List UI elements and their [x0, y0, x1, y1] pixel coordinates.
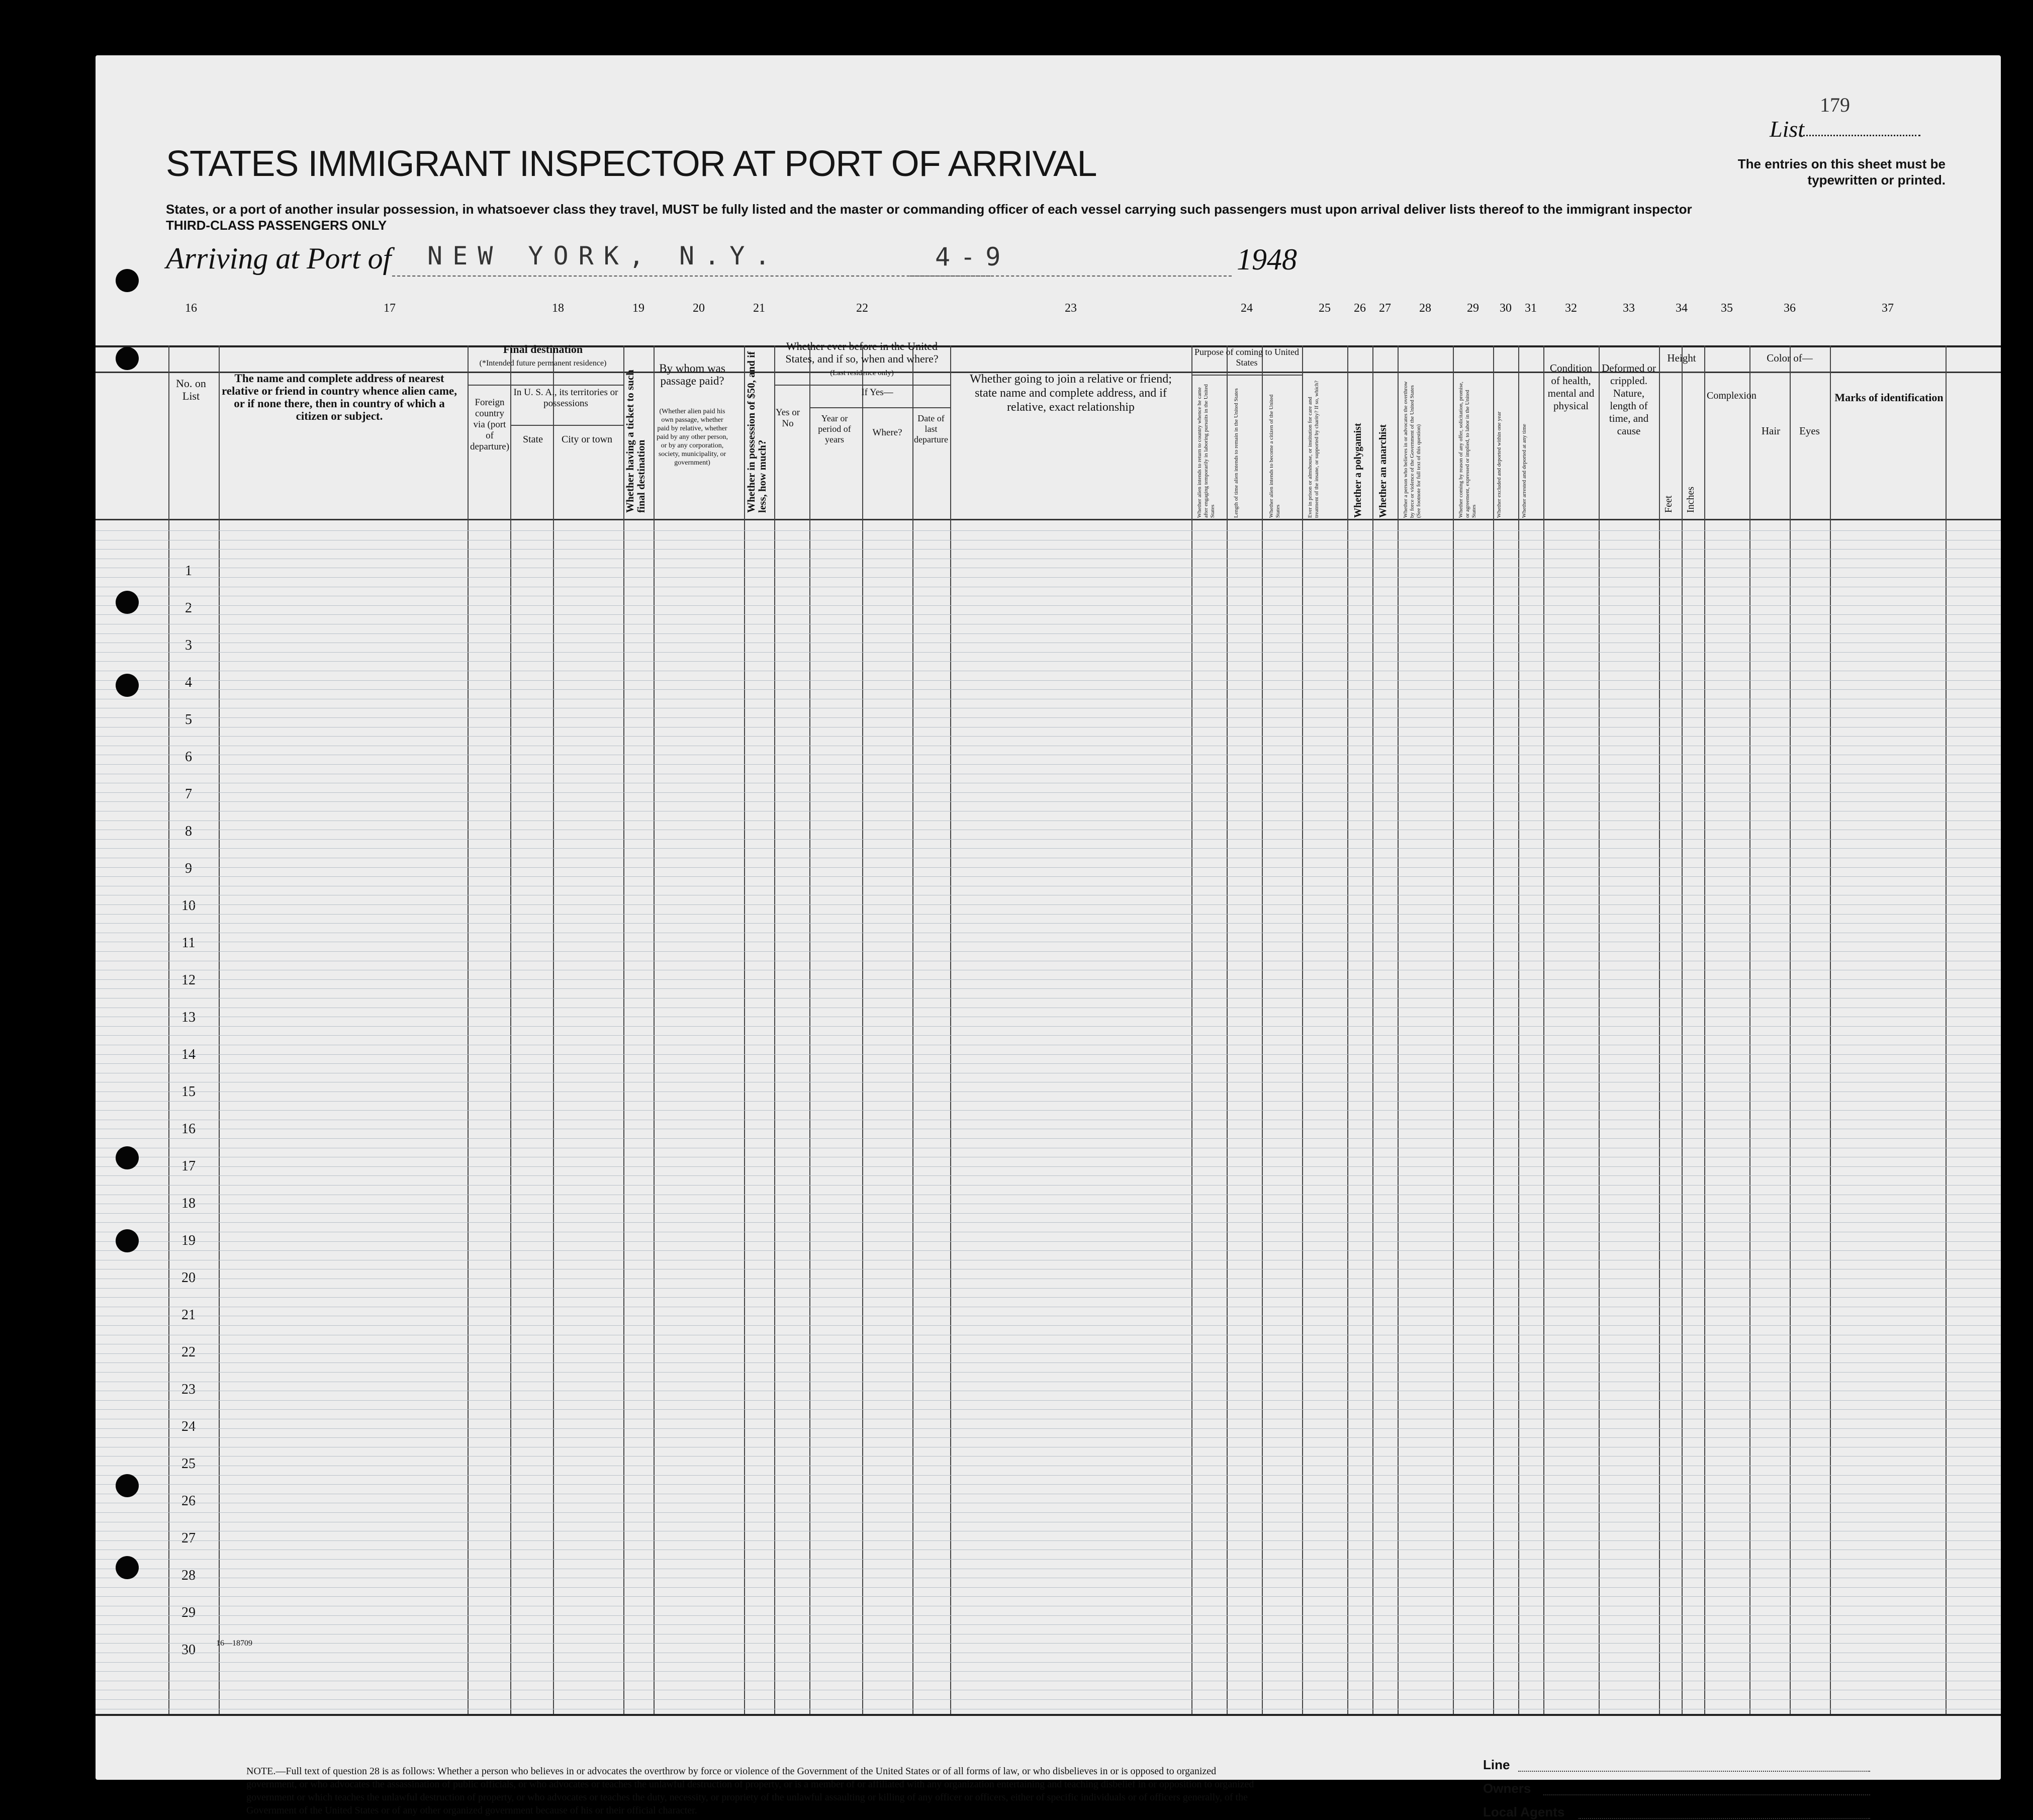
ruled-line	[96, 792, 2001, 793]
ruled-line	[96, 577, 2001, 578]
colnum-17: 17	[384, 302, 396, 315]
header-ticket: Whether having a ticket to such final destination	[624, 370, 647, 513]
row-number: 30	[181, 1642, 196, 1658]
column-line	[744, 345, 745, 1714]
row-number: 25	[181, 1456, 196, 1472]
column-line	[1398, 345, 1399, 1714]
ruled-line	[96, 1559, 2001, 1560]
subheader-line	[1749, 372, 1830, 373]
ruled-line	[96, 1409, 2001, 1410]
header-where: Where?	[872, 427, 902, 438]
row-number: 23	[181, 1382, 196, 1397]
entries-note: The entries on this sheet must be typewritten or printed.	[1737, 156, 1946, 188]
colnum-20: 20	[693, 302, 705, 315]
column-line	[1347, 345, 1348, 1714]
row-number: 16	[181, 1121, 196, 1137]
header-yes-or-no: Yes or No	[775, 407, 800, 429]
column-line	[1227, 345, 1228, 1714]
date-line	[910, 276, 1232, 277]
ruled-line	[96, 605, 2001, 606]
colnum-33: 33	[1623, 302, 1635, 315]
ruled-line	[96, 876, 2001, 877]
ruled-line	[96, 1512, 2001, 1513]
ruled-line	[96, 1699, 2001, 1700]
subheader-line	[809, 407, 950, 408]
row-number: 3	[185, 638, 192, 653]
column-line	[1659, 345, 1660, 1714]
header-purpose: Purpose of coming to United States	[1194, 347, 1299, 368]
colnum-22: 22	[856, 302, 868, 315]
binder-hole	[116, 269, 139, 292]
header-by-whom: By whom was passage paid?	[659, 362, 725, 387]
form-title: STATES IMMIGRANT INSPECTOR AT PORT OF ARRIVAL	[166, 144, 1097, 184]
header-deformed: Deformed or crippled. Nature, length of time, and cause	[1602, 362, 1656, 437]
footnote-q28: NOTE.—Full text of question 28 is as follows: Whether a person who believes in or advocates the overthrow by force or violence of the Government of the United States or of all forms of law, or who disbelieves in or is opposed to organized government, or who advocates the assassination of public officials, or who advocates or teaches the unlawful destruction of property, or is a member of or affiliated with any organization entertaining and teaching disbelief in or opposition to organized government or which teaches the unlawful destruction of property, or who advocates or teaches the duty, necessity, or propriety of the unlawful assaulting or killing of any officer or officers, either of specific individuals or of officers generally, of the Government of the United States or of any other organized government because of his or their official character.	[246, 1766, 1254, 1816]
header-color-of: Color of—	[1767, 352, 1813, 364]
row-number: 21	[181, 1307, 196, 1323]
ruled-line	[96, 1026, 2001, 1027]
header-nearest-relative: The name and complete address of nearest relative or friend in country whence alien came, or if none there, then in country of which a citizen or subject.	[221, 372, 457, 422]
column-line	[1453, 345, 1454, 1714]
row-number: 9	[185, 861, 192, 876]
column-line	[1302, 345, 1303, 1714]
ruled-line	[96, 848, 2001, 849]
header-q28: Whether a person who believes in or advocates the overthrow by force or violence of the Government of the United States (See footnote for full text of this question)	[1403, 381, 1422, 518]
ruled-line	[96, 1288, 2001, 1289]
header-state: State	[523, 434, 543, 445]
line-line	[1518, 1771, 1870, 1772]
column-line	[1946, 345, 1947, 1714]
column-line	[1518, 345, 1519, 1714]
ruled-line	[96, 1428, 2001, 1429]
row-number: 27	[181, 1530, 196, 1546]
column-line	[553, 345, 554, 1714]
colnum-31: 31	[1525, 302, 1537, 315]
year-value: 1948	[1237, 243, 1297, 276]
owners-label: Owners	[1483, 1781, 1531, 1796]
row-number: 29	[181, 1605, 196, 1620]
row-number: 26	[181, 1493, 196, 1509]
column-line	[1704, 345, 1705, 1714]
column-line	[1191, 345, 1192, 1714]
row-number: 10	[181, 898, 196, 914]
column-line	[468, 345, 469, 1714]
row-number: 12	[181, 972, 196, 988]
header-feet: Feet	[1663, 495, 1674, 513]
ruled-line	[96, 1063, 2001, 1064]
header-hair: Hair	[1761, 425, 1781, 437]
header-if-yes: If Yes—	[861, 387, 893, 398]
header-in-usa: In U. S. A., its territories or possessions	[513, 387, 618, 409]
colnum-32: 32	[1565, 302, 1577, 315]
header-foreign-country: Foreign country via (port of departure)	[470, 397, 510, 452]
header-polygamist: Whether a polygamist	[1352, 423, 1363, 518]
class-label: THIRD-CLASS PASSENGERS ONLY	[166, 218, 387, 233]
colnum-19: 19	[632, 302, 644, 315]
ruled-line	[96, 717, 2001, 718]
ruled-line	[96, 1475, 2001, 1476]
ruled-line	[96, 1110, 2001, 1111]
manifest-table	[96, 290, 2001, 1665]
agents-line	[1579, 1818, 1870, 1819]
row-number: 1	[185, 563, 192, 579]
binder-hole	[116, 674, 139, 697]
ruled-line	[96, 867, 2001, 868]
port-line	[392, 276, 990, 277]
binder-hole	[116, 1146, 139, 1169]
column-line	[654, 345, 655, 1714]
ruled-line	[96, 951, 2001, 952]
ruled-line	[96, 1091, 2001, 1092]
row-number: 22	[181, 1344, 196, 1360]
column-line	[219, 345, 220, 1714]
header-inches: Inches	[1685, 486, 1696, 513]
date-value: 4-9	[935, 242, 1011, 271]
row-number: 11	[181, 935, 196, 951]
header-city: City or town	[561, 434, 613, 445]
ruled-line	[96, 904, 2001, 905]
colnum-28: 28	[1419, 302, 1431, 315]
header-by-whom-note: (Whether alien paid his own passage, whether paid by relative, whether paid by any other person, or by any corporation, society, municipality, or government)	[657, 408, 728, 467]
header-final-destination: Final destination	[503, 343, 583, 355]
list-number-line	[1800, 135, 1920, 136]
colnum-16: 16	[185, 302, 197, 315]
ruled-line	[96, 1185, 2001, 1186]
ruled-line	[96, 979, 2001, 980]
ruled-line	[96, 1671, 2001, 1672]
column-line	[950, 345, 951, 1714]
ruled-line	[96, 1175, 2001, 1176]
column-line	[1682, 345, 1683, 1714]
ruled-line	[96, 1297, 2001, 1298]
port-value: NEW YORK, N.Y.	[427, 241, 780, 270]
binder-hole	[116, 591, 139, 614]
row-number: 13	[181, 1010, 196, 1025]
column-line	[912, 345, 913, 1714]
header-joining-relative: Whether going to join a relative or friend; state name and complete address, and if relative, exact relationship	[970, 373, 1172, 414]
colnum-26: 26	[1354, 302, 1366, 315]
column-line	[168, 345, 169, 1714]
binder-hole	[116, 1474, 139, 1497]
ruled-line	[96, 914, 2001, 915]
form-code: 16—18709	[216, 1639, 252, 1648]
column-line	[1830, 345, 1831, 1714]
colnum-18: 18	[552, 302, 564, 315]
column-line	[1599, 345, 1600, 1714]
column-line	[623, 345, 624, 1714]
arriving-label: Arriving at Port of	[166, 242, 392, 275]
colnum-25: 25	[1319, 302, 1331, 315]
binder-hole	[116, 1556, 139, 1579]
subheader-line	[1659, 372, 1704, 373]
ruled-line	[96, 1101, 2001, 1102]
colnum-34: 34	[1676, 302, 1688, 315]
colnum-35: 35	[1721, 302, 1733, 315]
column-line	[510, 345, 511, 1714]
header-possession-50: Whether in possession of $50, and if less, how much?	[745, 351, 768, 513]
ruled-line	[96, 801, 2001, 802]
header-eyes: Eyes	[1799, 425, 1820, 437]
header-year-period: Year or period of years	[818, 413, 851, 444]
header-purpose-citizen: Whether alien intends to become a citizen of the United States	[1268, 394, 1281, 518]
colnum-21: 21	[753, 302, 765, 315]
column-line	[1749, 345, 1750, 1714]
header-marks: Marks of identification	[1834, 391, 1944, 404]
row-number: 7	[185, 786, 192, 802]
ruled-line	[96, 1222, 2001, 1223]
ruled-line	[96, 1400, 2001, 1401]
row-number: 4	[185, 675, 192, 690]
ruled-line	[96, 1213, 2001, 1214]
header-height: Height	[1667, 352, 1696, 364]
ruled-line	[96, 661, 2001, 662]
ruled-line	[96, 1662, 2001, 1663]
column-line	[1543, 345, 1544, 1714]
colnum-23: 23	[1065, 302, 1077, 315]
line-label: Line	[1483, 1757, 1510, 1772]
header-complexion: Complexion	[1707, 390, 1757, 401]
ruled-line	[96, 1241, 2001, 1242]
ruled-line	[96, 614, 2001, 615]
header-bottom-rule	[96, 519, 2001, 520]
row-number: 17	[181, 1158, 196, 1174]
ruled-line	[96, 680, 2001, 681]
ruled-line	[96, 1540, 2001, 1541]
row-number: 19	[181, 1233, 196, 1248]
ruled-line	[96, 1353, 2001, 1354]
column-line	[1790, 345, 1791, 1714]
header-no-on-list: No. on List	[176, 377, 206, 402]
row-number: 15	[181, 1084, 196, 1100]
ruled-line	[96, 839, 2001, 840]
row-number: 14	[181, 1047, 196, 1062]
column-line	[774, 345, 775, 1714]
ruled-line	[96, 1325, 2001, 1326]
colnum-24: 24	[1241, 302, 1253, 315]
ruled-line	[96, 736, 2001, 737]
ruled-line	[96, 764, 2001, 765]
row-number: 28	[181, 1568, 196, 1583]
ruled-line	[96, 1596, 2001, 1597]
ruled-line	[96, 1615, 2001, 1616]
colnum-36: 36	[1784, 302, 1796, 315]
table-bottom-rule	[96, 1714, 2001, 1716]
row-number: 2	[185, 600, 192, 616]
owners-line	[1543, 1794, 1870, 1795]
row-number: 5	[185, 712, 192, 727]
ruled-line	[96, 1166, 2001, 1167]
ruled-line	[96, 1484, 2001, 1485]
header-q29: Whether coming by reason of any offer, solicitation, promise, or agreement, expressed or implied, to labor in the United States	[1458, 382, 1477, 518]
subheader-line	[468, 385, 623, 386]
form-instructions	[166, 201, 1724, 233]
subheader-line	[774, 385, 950, 386]
ruled-line	[96, 689, 2001, 690]
ruled-line	[96, 530, 2001, 531]
column-line	[1372, 345, 1373, 1714]
ruled-line	[96, 1250, 2001, 1251]
row-number: 18	[181, 1196, 196, 1211]
header-ever-before: Whether ever before in the United States, and if so, when and where?	[785, 340, 939, 365]
header-purpose-length: Length of time alien intends to remain in the United States	[1233, 388, 1239, 518]
header-anarchist: Whether an anarchist	[1377, 424, 1389, 518]
colnum-37: 37	[1882, 302, 1894, 315]
ruled-line	[96, 988, 2001, 989]
header-last-residence: (Last residence only)	[830, 369, 894, 377]
binder-hole	[116, 1229, 139, 1252]
header-purpose-return: Whether alien intends to return to country whence he came after engaging temporarily in laboring pursuits in the United States	[1196, 384, 1216, 518]
ruled-line	[96, 549, 2001, 550]
ruled-line	[96, 1456, 2001, 1457]
manifest-sheet	[96, 55, 2001, 1819]
ruled-line	[96, 923, 2001, 924]
column-line	[1493, 345, 1494, 1714]
header-final-destination-note: (*Intended future permanent residence)	[479, 359, 607, 368]
header-q30: Whether excluded and deported within one year	[1496, 411, 1502, 518]
ruled-line	[96, 1362, 2001, 1363]
column-line	[862, 345, 863, 1714]
ruled-line	[96, 1054, 2001, 1055]
ruled-line	[96, 633, 2001, 634]
row-number: 20	[181, 1270, 196, 1286]
colnum-27: 27	[1379, 302, 1391, 315]
row-number: 24	[181, 1419, 196, 1434]
subheader-line	[510, 425, 623, 426]
subheader-line	[1191, 375, 1302, 376]
page-number: 179	[1820, 94, 1850, 116]
instructions-text: States, or a port of another insular possession, in whatsoever class they travel, MUST be fully listed and the master or commanding officer of each vessel carrying such passengers must upon arrival deliver lists thereof to the immigrant inspector	[166, 202, 1692, 217]
ruled-line	[96, 652, 2001, 653]
header-q31: Whether arrested and deported at any time	[1521, 424, 1527, 518]
ruled-line	[96, 1372, 2001, 1373]
column-line	[809, 345, 810, 1714]
colnum-29: 29	[1467, 302, 1479, 315]
header-prison: Ever in prison or almshouse, or institution for care and treatment of the insane, or supported by charity? If so, which?	[1307, 380, 1320, 518]
header-condition: Condition of health, mental and physical	[1547, 362, 1595, 412]
header-date-last: Date of last departure	[914, 413, 948, 444]
table-top-rule	[96, 345, 2001, 347]
column-line	[1262, 345, 1263, 1714]
ruled-line	[96, 1035, 2001, 1036]
ruled-line	[96, 1138, 2001, 1139]
row-number: 8	[185, 824, 192, 839]
agents-label: Local Agents	[1483, 1804, 1565, 1819]
list-label: List	[1770, 116, 1805, 142]
ruled-line	[96, 1437, 2001, 1438]
ruled-line	[96, 1643, 2001, 1644]
binder-hole	[116, 347, 139, 370]
colnum-30: 30	[1500, 302, 1512, 315]
row-number: 6	[185, 749, 192, 765]
ruled-line	[96, 1624, 2001, 1625]
ruled-line	[96, 1587, 2001, 1588]
